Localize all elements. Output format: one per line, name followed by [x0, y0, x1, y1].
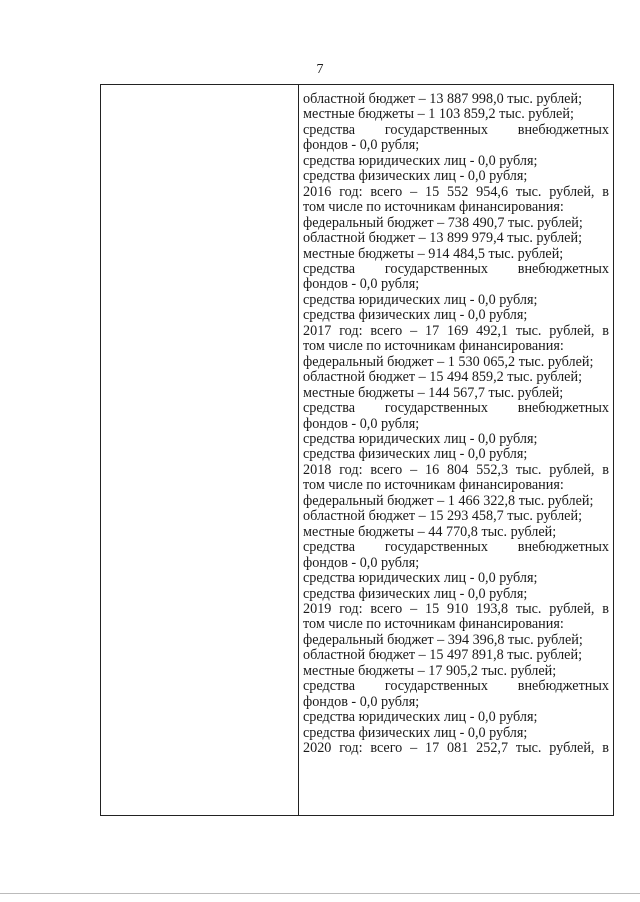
text-line: фондов - 0,0 рубля;: [303, 276, 420, 293]
text-line: 2016 год: всего – 15 552 954,6 тыс. рублей, в: [303, 183, 609, 200]
text-line: фондов - 0,0 рубля;: [303, 693, 420, 710]
text-line: областной бюджет – 15 494 859,2 тыс. рублей;: [303, 369, 583, 386]
text-line: средства юридических лиц - 0,0 рубля;: [303, 709, 538, 726]
text-line: средства государственных внебюджетных: [303, 539, 609, 556]
funding-text-cell: [303, 92, 609, 756]
text-line: федеральный бюджет – 1 530 065,2 тыс. рублей;: [303, 353, 594, 370]
text-line: средства физических лиц - 0,0 рубля;: [303, 585, 528, 602]
text-line: 2019 год: всего – 15 910 193,8 тыс. рублей, в: [303, 600, 609, 617]
text-line: том числе по источникам финансирования:: [303, 199, 564, 216]
text-line: том числе по источникам финансирования:: [303, 477, 564, 494]
text-line: том числе по источникам финансирования:: [303, 616, 564, 633]
text-line: федеральный бюджет – 1 466 322,8 тыс. рублей;: [303, 492, 594, 509]
text-line: средства физических лиц - 0,0 рубля;: [303, 307, 528, 324]
text-line: 2020 год: всего – 17 081 252,7 тыс. рублей, в: [303, 740, 609, 757]
text-line: областной бюджет – 13 887 998,0 тыс. рублей;: [303, 91, 583, 107]
text-line: том числе по источникам финансирования:: [303, 338, 564, 355]
text-line: федеральный бюджет – 738 490,7 тыс. рублей;: [303, 214, 583, 231]
text-line: фондов - 0,0 рубля;: [303, 137, 420, 154]
text-line: 2018 год: всего – 16 804 552,3 тыс. рублей, в: [303, 461, 609, 478]
column-divider: [298, 85, 299, 815]
text-line: местные бюджеты – 144 567,7 тыс. рублей;: [303, 384, 564, 401]
text-line: местные бюджеты – 44 770,8 тыс. рублей;: [303, 523, 557, 540]
text-line: средства юридических лиц - 0,0 рубля;: [303, 152, 538, 169]
text-line: средства физических лиц - 0,0 рубля;: [303, 168, 528, 185]
text-line: средства государственных внебюджетных: [303, 400, 609, 417]
text-line: федеральный бюджет – 394 396,8 тыс. рублей;: [303, 631, 583, 648]
text-line: средства физических лиц - 0,0 рубля;: [303, 446, 528, 463]
text-line: областной бюджет – 15 497 891,8 тыс. рублей;: [303, 647, 583, 664]
text-line: средства юридических лиц - 0,0 рубля;: [303, 430, 538, 447]
funding-table: [100, 84, 614, 816]
text-line: фондов - 0,0 рубля;: [303, 554, 420, 571]
text-line: средства государственных внебюджетных: [303, 121, 609, 138]
text-line: 2017 год: всего – 17 169 492,1 тыс. рублей, в: [303, 322, 609, 339]
text-line: местные бюджеты – 914 484,5 тыс. рублей;: [303, 245, 564, 262]
text-line: средства юридических лиц - 0,0 рубля;: [303, 570, 538, 587]
page-bottom-edge: [0, 893, 640, 894]
text-line: областной бюджет – 15 293 458,7 тыс. рублей;: [303, 508, 583, 525]
text-line: фондов - 0,0 рубля;: [303, 415, 420, 432]
text-line: областной бюджет – 13 899 979,4 тыс. рублей;: [303, 230, 583, 247]
text-line: средства государственных внебюджетных: [303, 260, 609, 277]
text-line: местные бюджеты – 17 905,2 тыс. рублей;: [303, 662, 557, 679]
text-line: средства государственных внебюджетных: [303, 678, 609, 695]
page-number: 7: [316, 62, 324, 77]
text-line: средства юридических лиц - 0,0 рубля;: [303, 291, 538, 308]
text-line: местные бюджеты – 1 103 859,2 тыс. рублей;: [303, 106, 574, 123]
text-line: средства физических лиц - 0,0 рубля;: [303, 724, 528, 741]
